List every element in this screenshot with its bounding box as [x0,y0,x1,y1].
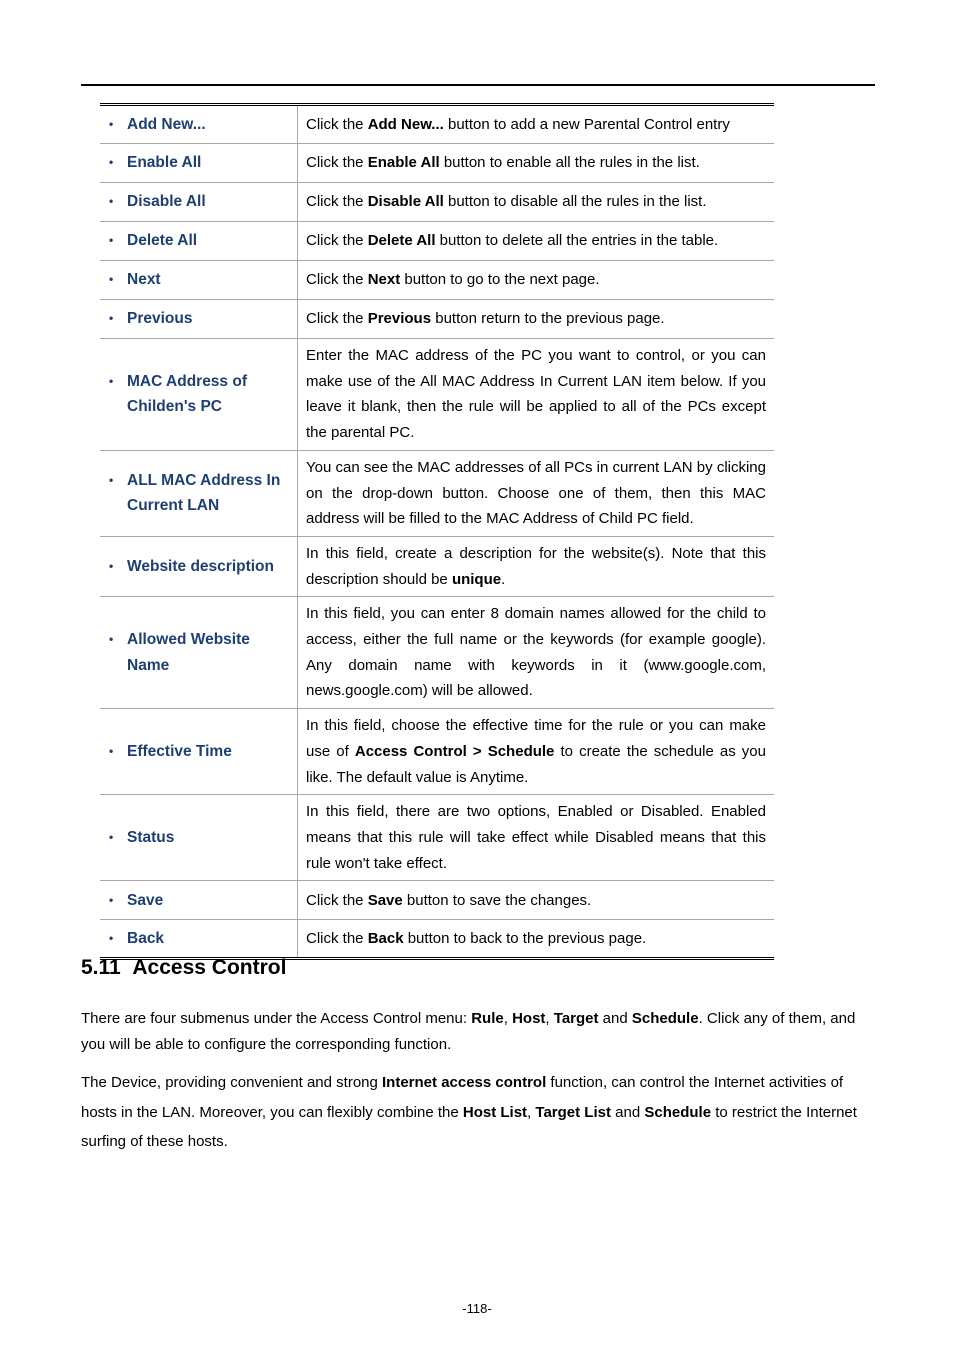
bold-text: Rule [471,1010,504,1027]
parameter-label-wrap [109,228,291,254]
text-run: and [598,1010,632,1027]
parameter-name: Next [127,271,161,289]
parameter-cell [100,709,298,795]
bullet-icon: • [109,743,114,758]
description-cell [298,300,775,339]
bold-text: Target [553,1010,599,1027]
parameter-label-wrap [109,112,291,138]
text-run: button to add a new Parental Control entry [443,115,730,133]
text-run: Click the [306,115,368,133]
page-number: -118- [462,1301,492,1316]
bullet-icon: • [109,472,114,487]
description-cell [298,222,775,261]
text-run: button return to the previous page. [431,310,665,328]
bold-text: Enable All [367,154,440,172]
text-run: The Device, providing convenient and strong [81,1074,383,1091]
parameter-table [100,103,774,960]
text-run: Click the [306,271,368,289]
bold-text: Disable All [367,193,444,211]
parameter-label-wrap [109,189,291,215]
parameter-name: Status [127,829,175,847]
parameter-label-wrap [109,150,291,176]
text-run: Click the [306,930,368,947]
text-run: In this field, there are two options, Enabled or Disabled. Enabled means that this rule will take effect while Disabled means that this rule won't take effect. [306,803,766,872]
text-run: , [503,1010,513,1027]
parameter-cell [100,450,298,536]
parameter-name: MAC Address of Childen's PC [127,372,247,416]
description-cell [298,795,775,881]
text-run: In this field, you can enter 8 domain names allowed for the child to access, either the full name or the keywords (for example google). Any domain name with keywords in it (www.google.com, news.google.com) will be allowed. [306,605,766,700]
parameter-cell [100,261,298,300]
parameter-label-wrap [109,888,291,914]
parameter-cell [100,105,298,144]
bullet-icon: • [109,892,114,907]
description-cell [298,183,775,222]
text-run: . [501,570,506,588]
text-run: , [527,1103,536,1121]
parameter-cell [100,597,298,709]
bold-text: Access Control > Schedule [354,742,555,760]
bold-text: Internet access control [382,1074,547,1091]
header-rule [81,84,875,86]
table-row [100,183,774,222]
parameter-name: ALL MAC Address In Current LAN [127,471,281,515]
text-run: button to delete all the entries in the table. [435,232,719,250]
bullet-icon: • [109,830,114,845]
parameter-cell [100,144,298,183]
bullet-icon: • [109,116,114,131]
parameter-label-wrap [109,267,291,293]
text-run: Click the [306,154,368,172]
parameter-name: Delete All [127,232,198,250]
parameter-cell [100,183,298,222]
bold-text: unique [451,570,502,588]
bullet-icon: • [109,931,114,946]
text-run: button to save the changes. [402,891,592,909]
text-run: function, can control the Internet activities of hosts in the LAN. Moreover, you can flexibly combine the [81,1074,844,1121]
bold-text: Save [367,891,403,909]
bullet-icon: • [109,233,114,248]
text-run: You can see the MAC addresses of all PCs in current LAN by clicking on the drop-down button. Choose one of them, then this MAC address will be filled to the MAC Address of Child PC field. [306,458,766,528]
table-row [100,920,774,959]
description-paragraph [81,1068,878,1157]
text-run: , [545,1010,554,1027]
bullet-icon: • [109,155,114,170]
bullet-icon: • [109,311,114,326]
text-run: . Click any of them, and you will be able to configure the corresponding function. [81,1010,856,1053]
parameter-cell [100,300,298,339]
table-row [100,536,774,596]
table-row [100,300,774,339]
bold-text: Schedule [644,1103,712,1121]
parameter-name: Disable All [127,193,206,211]
bold-text: Add New... [367,115,444,133]
bold-text: Host [512,1010,546,1027]
parameter-label-wrap [109,627,291,678]
text-run: In this field, create a description for the website(s). Note that this description should be [306,544,766,588]
table-row [100,339,774,451]
table-row [100,881,774,920]
bold-text: Host List [462,1103,528,1121]
text-run: button to enable all the rules in the list. [439,154,700,172]
text-run: button to back to the previous page. [403,930,647,947]
parameter-name: Add New... [127,115,206,133]
description-cell [298,597,775,709]
parameter-label-wrap [109,825,291,851]
parameter-label-wrap [109,369,291,420]
text-run: Enter the MAC address of the PC you want to control, or you can make use of the All MAC Address In Current LAN item below. If you leave it blank, then the rule will be applied to all of the PCs except the parental PC. [306,347,766,442]
parameter-name: Website description [127,557,274,575]
parameter-name: Previous [127,310,193,328]
table-row [100,144,774,183]
text-run: to create the schedule as you like. The default value is Anytime. [306,742,766,786]
text-run: to restrict the Internet surfing of these hosts. [81,1103,857,1150]
bold-text: Back [367,930,404,947]
table-row [100,105,774,144]
bullet-icon: • [109,558,114,573]
description-cell [298,339,775,451]
bullet-icon: • [109,194,114,209]
table-row [100,795,774,881]
text-run: Click the [306,193,368,211]
text-run: In this field, choose the effective time for the rule or you can make use of [306,717,766,760]
text-run: There are four submenus under the Access Control menu: [81,1010,472,1027]
parameter-name: Save [127,891,164,909]
text-run: and [610,1103,645,1121]
parameter-table-body [100,105,774,959]
parameter-name: Allowed Website Name [127,631,250,674]
bold-text: Next [367,271,401,289]
description-cell [298,536,775,596]
description-cell [298,709,775,795]
bold-text: Target List [535,1103,611,1121]
description-cell [298,261,775,300]
section-title: Access Control [132,956,287,979]
section-heading [81,956,286,980]
description-cell [298,920,775,959]
text-run: button to go to the next page. [400,271,600,289]
text-run: Click the [306,891,368,909]
table-row [100,709,774,795]
parameter-label-wrap [109,468,291,519]
description-cell [298,144,775,183]
text-run: button to disable all the rules in the list. [443,193,707,211]
description-cell [298,881,775,920]
description-cell [298,450,775,536]
parameter-name: Enable All [127,154,202,172]
text-run: Click the [306,232,368,250]
parameter-label-wrap [109,739,291,765]
bullet-icon: • [109,272,114,287]
parameter-label-wrap [109,554,291,580]
parameter-label-wrap [109,926,291,952]
table-row [100,222,774,261]
parameter-cell [100,920,298,959]
intro-paragraph [81,1006,878,1058]
text-run: Click the [306,310,368,328]
parameter-label-wrap [109,306,291,332]
parameter-cell [100,795,298,881]
parameter-name: Back [127,930,165,948]
parameter-cell [100,222,298,261]
parameter-cell [100,881,298,920]
parameter-cell [100,536,298,596]
section-number: 5.11 [81,956,121,979]
table-row [100,597,774,709]
parameter-name: Effective Time [127,742,232,760]
bullet-icon: • [109,632,114,647]
parameter-cell [100,339,298,451]
table-row [100,261,774,300]
description-cell [298,105,775,144]
table-row [100,450,774,536]
bold-text: Schedule [631,1010,699,1027]
bullet-icon: • [109,373,114,388]
bold-text: Delete All [367,232,436,250]
bold-text: Previous [367,310,432,328]
